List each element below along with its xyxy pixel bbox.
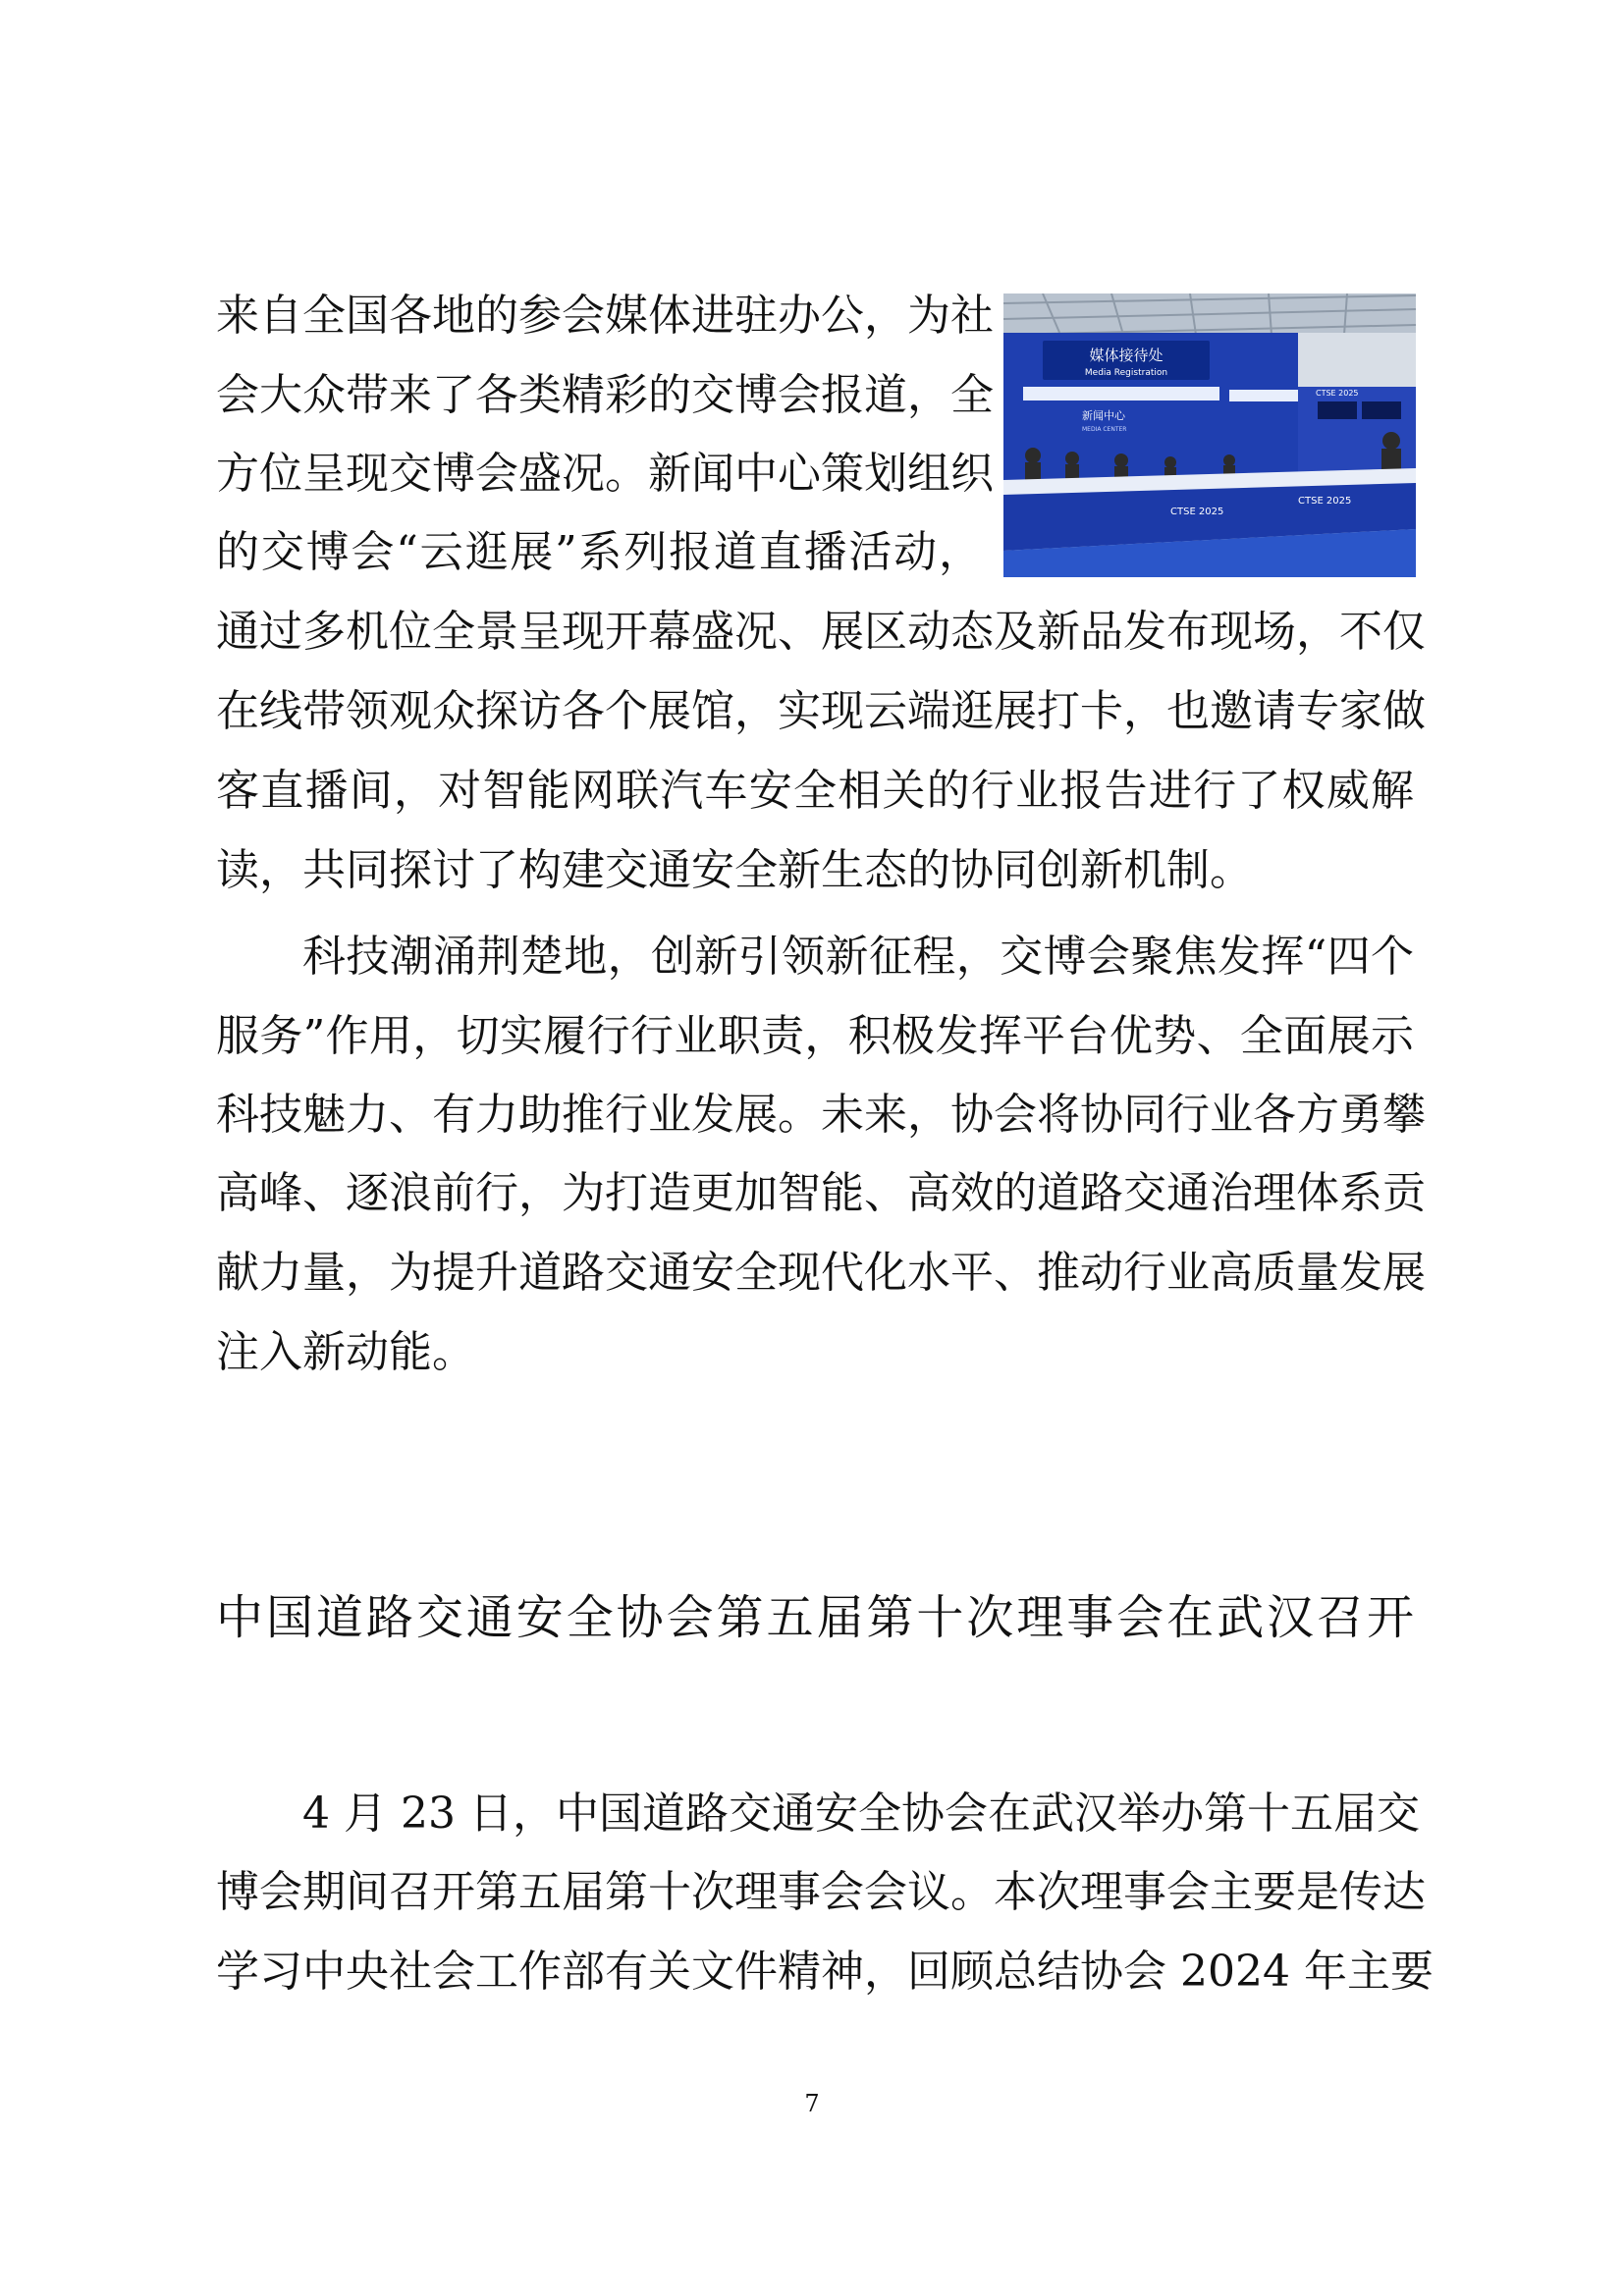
article-title: 中国道路交通安全协会第五届第十次理事会在武汉召开 <box>216 1590 1414 1645</box>
text-line: 会大众带来了各类精彩的交博会报道，全 <box>216 370 994 420</box>
panel-subtitle: MEDIA CENTER <box>1082 426 1127 433</box>
media-center-photo <box>1003 294 1416 577</box>
text-line: 方位呈现交博会盛况。新闻中心策划组织 <box>216 449 994 499</box>
panel-title: 新闻中心 <box>1082 409 1125 422</box>
text-line: 通过多机位全景呈现开幕盛况、展区动态及新品发布现场，不仅 <box>216 607 1426 657</box>
text-line: 献力量，为提升道路交通安全现代化水平、推动行业高质量发展 <box>216 1248 1426 1298</box>
brand-label-desk-1: CTSE 2025 <box>1170 507 1224 517</box>
page-number: 7 <box>804 2090 820 2117</box>
text-line: 服务”作用，切实履行行业职责，积极发挥平台优势、全面展示 <box>216 1011 1414 1061</box>
text-line: 在线带领观众探访各个展馆，实现云端逛展打卡，也邀请专家做 <box>216 686 1426 736</box>
text-line: 注入新动能。 <box>216 1327 475 1377</box>
sign-title: 媒体接待处 <box>1089 347 1164 364</box>
brand-label-desk-2: CTSE 2025 <box>1298 496 1352 507</box>
text-line: 的交博会“云逛展”系列报道直播活动， <box>216 527 982 577</box>
text-line: 4 月 23 日，中国道路交通安全协会在武汉举办第十五届交 <box>302 1789 1420 1839</box>
text-line: 学习中央社会工作部有关文件精神，回顾总结协会 2024 年主要 <box>216 1947 1434 1997</box>
text-line: 读，共同探讨了构建交通安全新生态的协同创新机制。 <box>216 845 1253 895</box>
text-line: 高峰、逐浪前行，为打造更加智能、高效的道路交通治理体系贡 <box>216 1168 1426 1218</box>
text-line: 科技潮涌荆楚地，创新引领新征程，交博会聚焦发挥“四个 <box>302 932 1414 982</box>
text-line: 客直播间，对智能网联汽车安全相关的行业报告进行了权威解 <box>216 766 1414 816</box>
text-line: 来自全国各地的参会媒体进驻办公，为社 <box>216 291 994 341</box>
text-line: 博会期间召开第五届第十次理事会会议。本次理事会主要是传达 <box>216 1867 1426 1917</box>
text-line: 科技魅力、有力助推行业发展。未来，协会将协同行业各方勇攀 <box>216 1090 1426 1140</box>
sign-subtitle: Media Registration <box>1084 368 1168 378</box>
brand-label-top: CTSE 2025 <box>1316 389 1359 398</box>
